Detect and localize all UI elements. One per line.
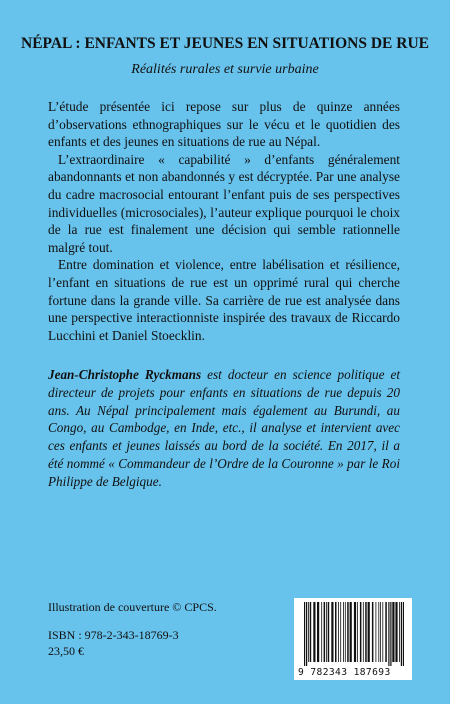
barcode bbox=[294, 598, 412, 680]
author-bio bbox=[48, 366, 400, 491]
isbn: ISBN : 978-2-343-18769-3 bbox=[48, 628, 179, 642]
synopsis bbox=[48, 98, 400, 344]
author-name: Jean-Christophe Ryckmans bbox=[48, 367, 202, 382]
price: 23,50 € bbox=[48, 644, 84, 658]
synopsis-paragraph: Entre domination et violence, entre labélisation et résilience, l’enfant en situations de rue est un opprimé rural qui cherche fortune dans la grande ville. Sa carrière de rue est analysée dans une perspective interactionniste inspirée des travaux de Riccardo Lucchini et Daniel Stoecklin. bbox=[48, 257, 400, 343]
cover-credit: Illustration de couverture © CPCS. bbox=[48, 600, 217, 614]
book-subtitle: Réalités rurales et survie urbaine bbox=[131, 62, 319, 77]
synopsis-paragraph: L’extraordinaire « capabilité » d’enfants généralement abandonnants et non abandonnés y est décryptée. Par une analyse du cadre macrosocial entourant l’enfant puis de ses perspectives individuelles (microsociales), l’auteur explique pourquoi le choix de la rue est finalement une décision qui semble rationnelle malgré tout. bbox=[48, 151, 400, 255]
barcode-bars bbox=[294, 598, 412, 668]
author-bio-text: est docteur en science politique et directeur de projets pour enfants en situations de rue depuis 20 ans. Au Népal principalement mais également au Burundi, au Congo, au Cambodge, en Inde, etc., il analyse et intervient avec ces enfants et jeunes laissés au bord de la société. En 2017, il a été nommé « Commandeur de l’Ordre de la Couronne » par le Roi Philippe de Belgique. bbox=[48, 367, 400, 489]
book-title: NÉPAL : ENFANTS ET JEUNES EN SITUATIONS DE RUE bbox=[21, 35, 429, 52]
synopsis-paragraph: L’étude présentée ici repose sur plus de quinze années d’observations ethnographiques sur le vécu et le quotidien des enfants et des jeunes en situations de rue au Népal. bbox=[48, 99, 400, 150]
barcode-digits: 9 782343 187693 bbox=[298, 667, 391, 678]
